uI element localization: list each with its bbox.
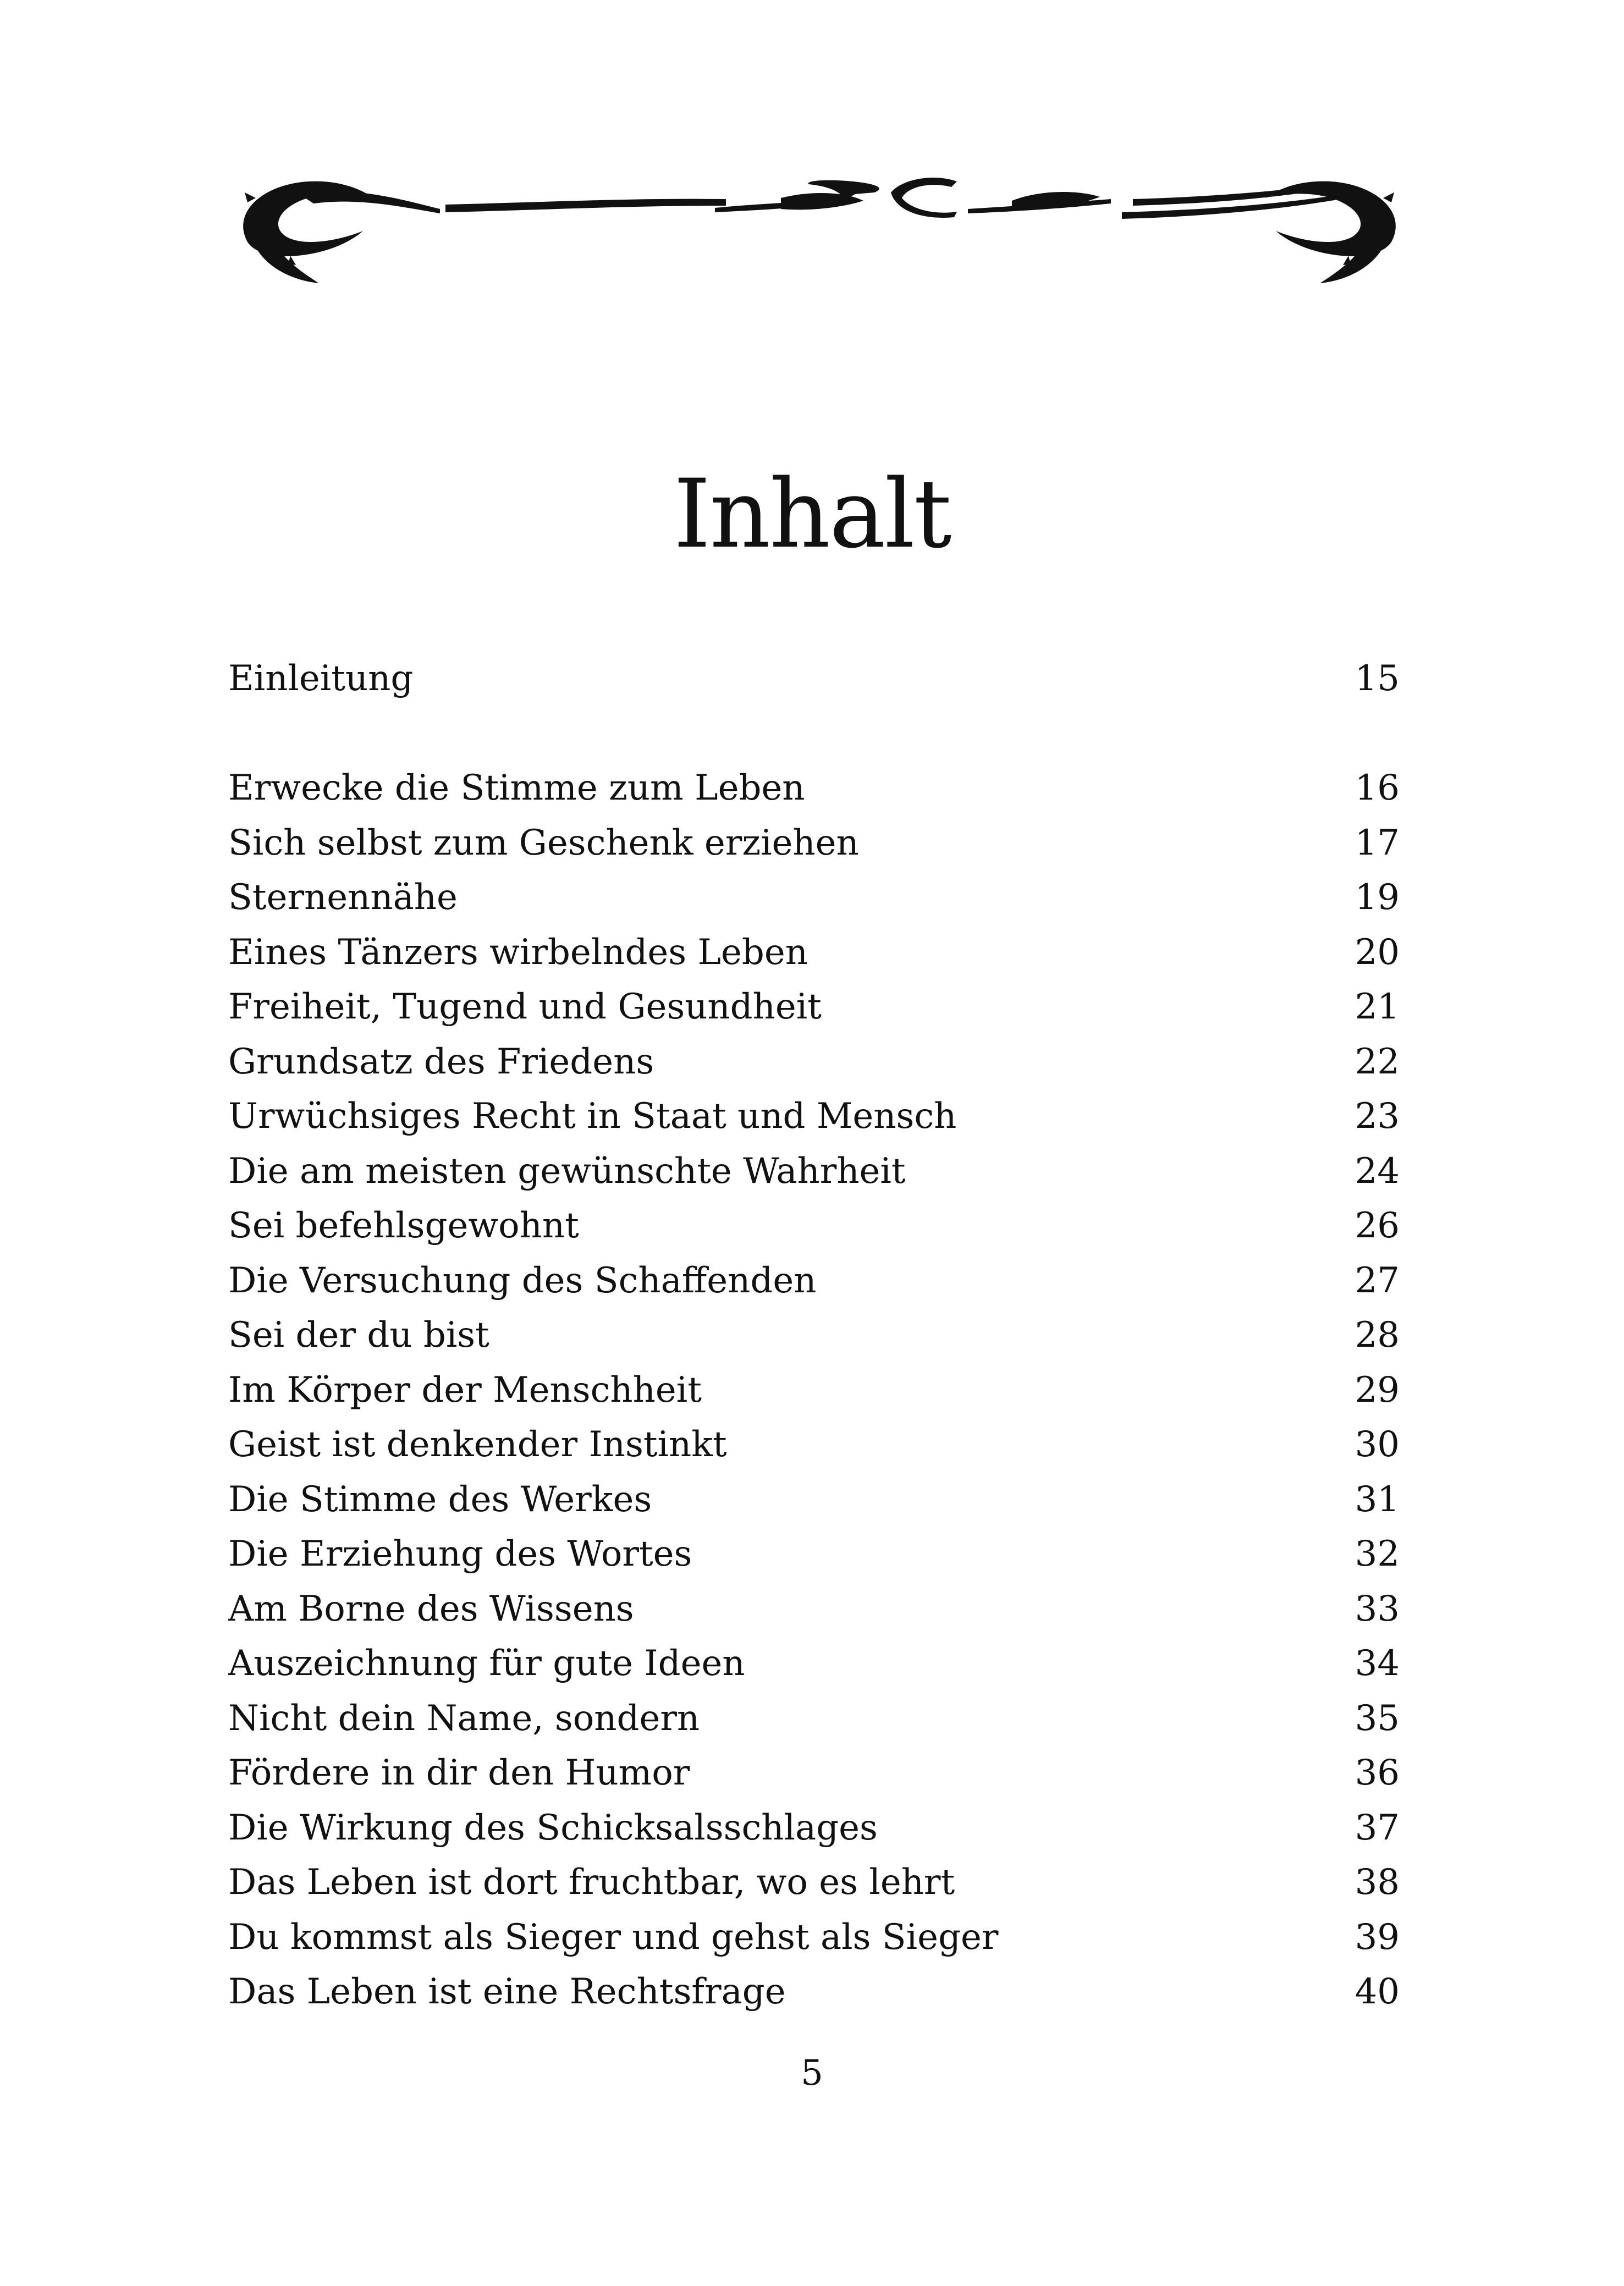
- toc-entry-page: 26: [1355, 1205, 1400, 1246]
- toc-entry: [228, 980, 1400, 1035]
- toc-entry-page: 31: [1355, 1479, 1400, 1520]
- toc-entry-title: Die Versuchung des Schaffenden: [228, 1260, 817, 1301]
- toc-entry: [228, 1692, 1400, 1747]
- toc-entry-title: Nicht dein Name, sondern: [228, 1698, 700, 1739]
- toc-entry: [228, 1582, 1400, 1637]
- toc-entry-page: 35: [1355, 1698, 1400, 1739]
- toc-entry-title: Die Wirkung des Schicksalsschlages: [228, 1807, 878, 1848]
- toc-entry-title: Sei der du bist: [228, 1315, 489, 1356]
- toc-entry: [228, 1801, 1400, 1856]
- toc-entry-title: Einleitung: [228, 658, 414, 699]
- page-title: Inhalt: [673, 459, 951, 569]
- toc-entry-title: Am Borne des Wissens: [228, 1588, 634, 1629]
- toc-entry-title: Im Körper der Menschheit: [228, 1369, 702, 1411]
- toc-entry-title: Das Leben ist dort fruchtbar, wo es lehrt: [228, 1862, 955, 1903]
- toc-entry: [228, 1035, 1400, 1090]
- toc-entry-page: 23: [1355, 1096, 1400, 1137]
- toc-entry-page: 40: [1355, 1971, 1400, 2012]
- toc-entry: [228, 1254, 1400, 1309]
- toc-entry-page: 28: [1355, 1315, 1400, 1356]
- toc-entry-title: Fördere in dir den Humor: [228, 1753, 690, 1793]
- toc-entry-page: 38: [1355, 1862, 1400, 1903]
- toc-entry-title: Sternennähe: [228, 877, 458, 918]
- toc-entry-title: Du kommst als Sieger und gehst als Sieger: [228, 1916, 999, 1958]
- toc-entry: [228, 926, 1400, 980]
- toc-entry-title: Freiheit, Tugend und Gesundheit: [228, 987, 822, 1027]
- toc-entry-page: 30: [1355, 1424, 1400, 1465]
- table-of-contents: [228, 652, 1400, 2020]
- toc-entry-title: Geist ist denkender Instinkt: [228, 1424, 727, 1465]
- toc-entry: [228, 1199, 1400, 1254]
- toc-entry: [228, 871, 1400, 926]
- toc-entry-page: 32: [1355, 1534, 1400, 1574]
- toc-entry: [228, 816, 1400, 871]
- toc-entry-title: Auszeichnung für gute Ideen: [228, 1643, 745, 1684]
- toc-entry-title: Die Erziehung des Wortes: [228, 1534, 692, 1574]
- toc-entry-page: 29: [1355, 1369, 1400, 1411]
- toc-entry-title: Die Stimme des Werkes: [228, 1479, 652, 1520]
- toc-entry-page: 19: [1355, 877, 1400, 918]
- toc-entry-title: Das Leben ist eine Rechtsfrage: [228, 1971, 786, 2012]
- toc-entry-intro: [228, 652, 1400, 707]
- page-number: 5: [801, 2053, 823, 2094]
- toc-entry: [228, 1910, 1400, 1965]
- toc-entry: [228, 1144, 1400, 1199]
- toc-entry-title: Urwüchsiges Recht in Staat und Mensch: [228, 1096, 957, 1137]
- toc-entry: [228, 1308, 1400, 1363]
- toc-entry-title: Die am meisten gewünschte Wahrheit: [228, 1150, 906, 1192]
- toc-entry: [228, 1363, 1400, 1418]
- toc-entry-page: 34: [1355, 1643, 1400, 1684]
- toc-entry: [228, 1965, 1400, 2020]
- art-nouveau-flourish-icon: [231, 159, 1408, 291]
- toc-entry: [228, 1418, 1400, 1473]
- toc-entry-page: 15: [1355, 658, 1400, 699]
- toc-entry-page: 27: [1355, 1260, 1400, 1301]
- toc-entry: [228, 1637, 1400, 1692]
- toc-entry: [228, 1746, 1400, 1801]
- toc-entry-title: Erwecke die Stimme zum Leben: [228, 768, 805, 808]
- toc-entry-page: 24: [1355, 1150, 1400, 1192]
- toc-entry-page: 36: [1355, 1753, 1400, 1793]
- toc-entry-title: Eines Tänzers wirbelndes Leben: [228, 932, 808, 973]
- toc-entry-page: 21: [1355, 987, 1400, 1027]
- toc-entry-page: 33: [1355, 1588, 1400, 1629]
- toc-entry: [228, 761, 1400, 816]
- toc-entry-page: 22: [1355, 1041, 1400, 1082]
- toc-entry-page: 16: [1355, 768, 1400, 808]
- toc-entry: [228, 1527, 1400, 1582]
- toc-entry: [228, 1089, 1400, 1144]
- toc-entry-title: Sei befehlsgewohnt: [228, 1205, 579, 1246]
- toc-entry: [228, 1473, 1400, 1528]
- toc-entry-page: 39: [1355, 1916, 1400, 1958]
- toc-entry: [228, 1855, 1400, 1910]
- toc-entry-page: 20: [1355, 932, 1400, 973]
- toc-entry-title: Sich selbst zum Geschenk erziehen: [228, 822, 859, 863]
- toc-entry-page: 37: [1355, 1807, 1400, 1848]
- toc-entry-page: 17: [1355, 822, 1400, 863]
- toc-entry-title: Grundsatz des Friedens: [228, 1041, 654, 1082]
